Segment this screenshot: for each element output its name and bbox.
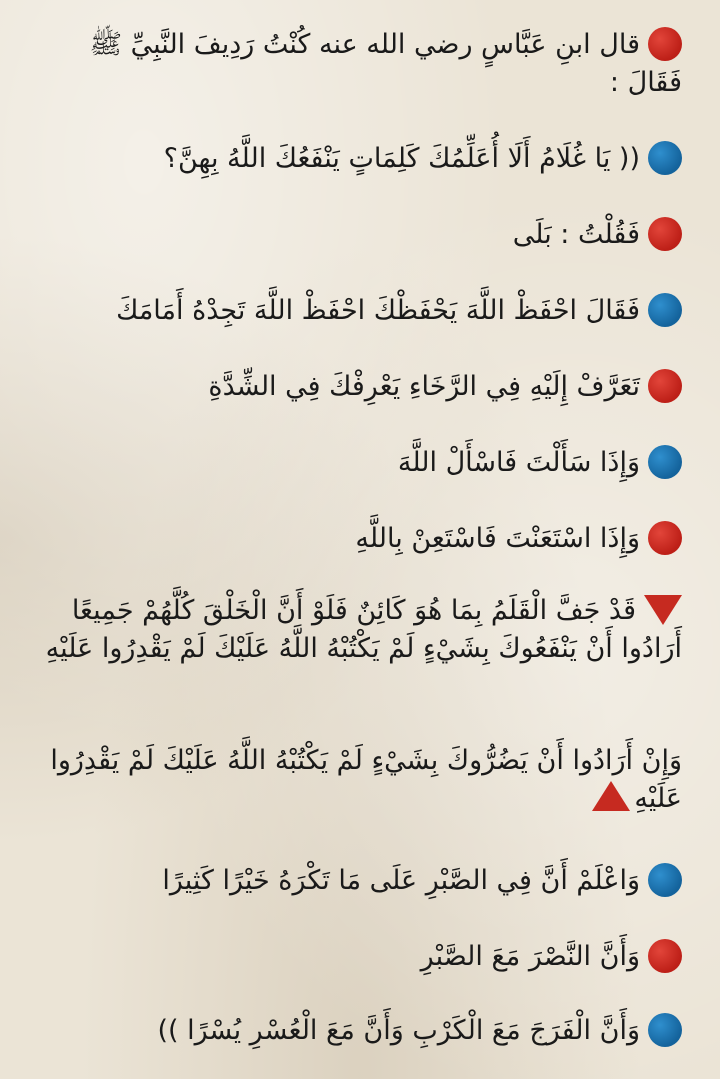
line-text: وَأَنَّ النَّصْرَ مَعَ الصَّبْرِ <box>420 941 640 972</box>
hadith-line-2 <box>30 140 682 178</box>
hadith-line-1 <box>30 26 682 103</box>
line-text: وَإِنْ أَرَادُوا أَنْ يَضُرُّوكَ بِشَيْءٍ لَمْ يَكْتُبْهُ اللَّهُ عَلَيْكَ لَمْ يَقْدِرُوا عَلَيْهِ <box>50 745 682 815</box>
red-circle-bullet-icon <box>648 217 682 251</box>
red-circle-bullet-icon <box>648 939 682 973</box>
hadith-line-5 <box>30 368 682 406</box>
red-triangle-up-icon <box>592 781 630 811</box>
blue-circle-bullet-icon <box>648 863 682 897</box>
line-text: فَقَالَ احْفَظْ اللَّهَ يَحْفَظْكَ احْفَظْ اللَّهَ تَجِدْهُ أَمَامَكَ <box>116 295 640 326</box>
blue-circle-bullet-icon <box>648 445 682 479</box>
hadith-line-4 <box>30 292 682 330</box>
line-text: تَعَرَّفْ إِلَيْهِ فِي الرَّخَاءِ يَعْرِفْكَ فِي الشِّدَّةِ <box>208 371 640 402</box>
hadith-line-11 <box>30 938 682 976</box>
red-circle-bullet-icon <box>648 521 682 555</box>
blue-circle-bullet-icon <box>648 293 682 327</box>
hadith-line-10 <box>30 862 682 900</box>
hadith-line-6 <box>30 444 682 482</box>
line-text: وَاعْلَمْ أَنَّ فِي الصَّبْرِ عَلَى مَا تَكْرَهُ خَيْرًا كَثِيرًا <box>162 865 640 896</box>
blue-circle-bullet-icon <box>648 1013 682 1047</box>
line-text: (( يَا غُلَامُ أَلَا أُعَلِّمُكَ كَلِمَاتٍ يَنْفَعُكَ اللَّهُ بِهِنَّ؟ <box>163 143 640 174</box>
line-text: وَإِذَا اسْتَعَنْتَ فَاسْتَعِنْ بِاللَّهِ <box>355 523 640 554</box>
line-text: قال ابنِ عَبَّاسٍ رضي الله عنه كُنْتُ رَدِيفَ النَّبِيِّ ﷺ فَقَالَ : <box>89 29 682 99</box>
hadith-line-9 <box>30 742 682 819</box>
hadith-line-7 <box>30 520 682 558</box>
hadith-line-8 <box>30 592 682 669</box>
red-circle-bullet-icon <box>648 27 682 61</box>
line-text: فَقُلْتُ : بَلَى <box>512 219 640 250</box>
line-text: قَدْ جَفَّ الْقَلَمُ بِمَا هُوَ كَائِنٌ فَلَوْ أَنَّ الْخَلْقَ كُلَّهُمْ جَمِيعًا أَرَادُوا أَنْ يَنْفَعُوكَ بِشَيْءٍ لَمْ يَكْتُبْهُ اللَّهُ عَلَيْكَ لَمْ يَقْدِرُوا عَلَيْهِ <box>45 595 682 665</box>
red-triangle-down-icon <box>644 595 682 625</box>
line-text: وَإِذَا سَأَلْتَ فَاسْأَلْ اللَّهَ <box>397 447 640 478</box>
hadith-line-12 <box>30 1012 682 1050</box>
hadith-line-3 <box>30 216 682 254</box>
line-text: وَأَنَّ الْفَرَجَ مَعَ الْكَرْبِ وَأَنَّ مَعَ الْعُسْرِ يُسْرًا )) <box>157 1015 640 1046</box>
red-circle-bullet-icon <box>648 369 682 403</box>
blue-circle-bullet-icon <box>648 141 682 175</box>
